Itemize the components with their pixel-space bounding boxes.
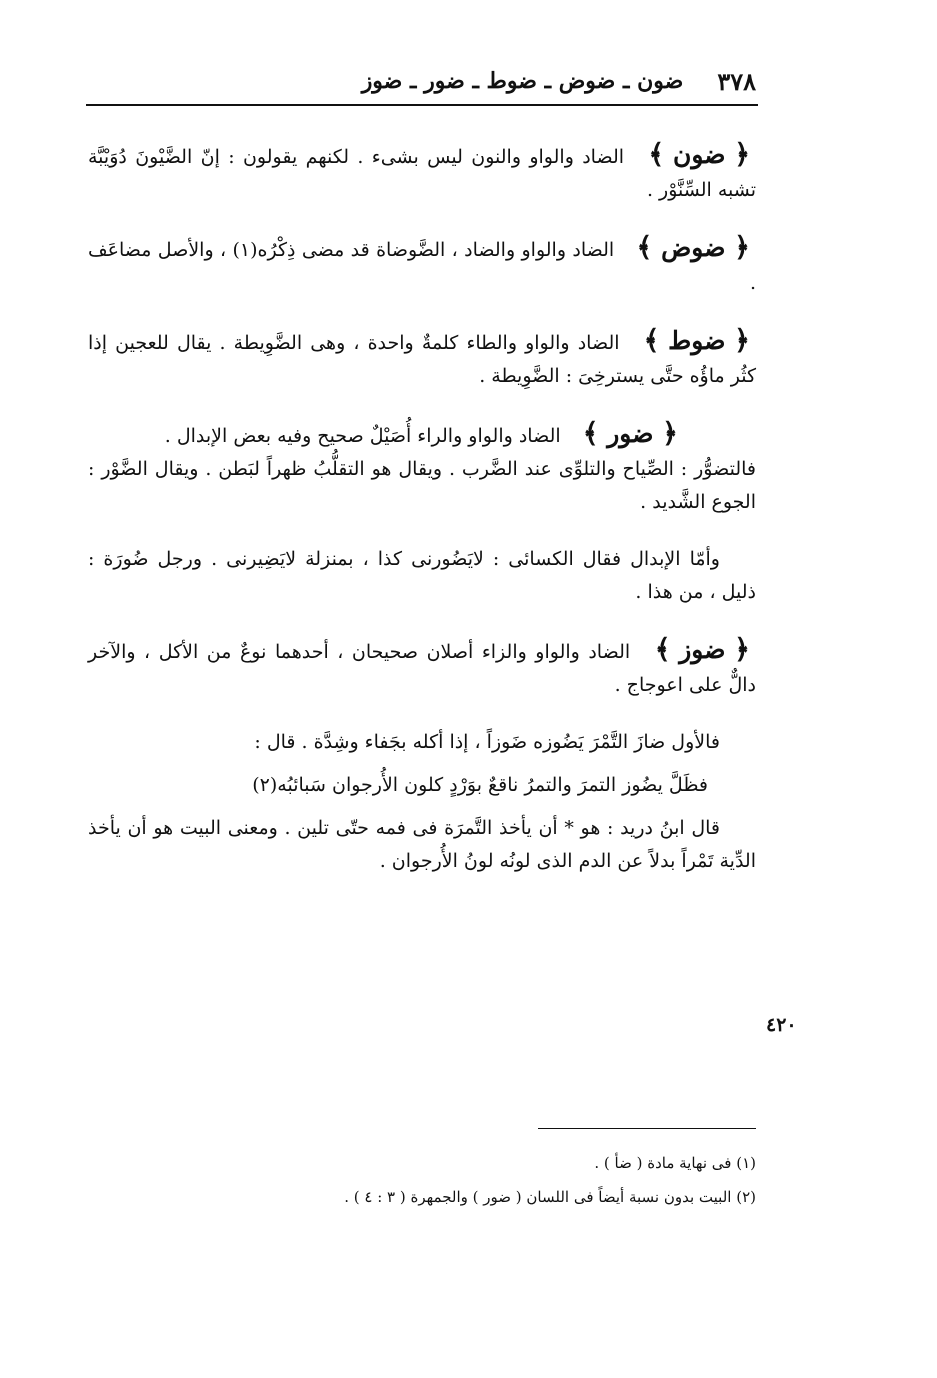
entry-dawr bbox=[88, 417, 756, 453]
entry-paragraph: فالأول ضازَ التَّمْرَ يَضُوزه ضَوزاً ، إذا أكله بجَفاء وشِدَّة . قال : bbox=[254, 731, 720, 753]
footnote: (١) فى نهاية مادة ( ضأ ) . bbox=[594, 1154, 756, 1172]
footnote-rule bbox=[538, 1128, 756, 1129]
dictionary-body bbox=[88, 138, 756, 878]
header-rule bbox=[86, 104, 758, 106]
entry-text: الضاد والواو والنون ليس بشىء . لكنهم يقولون : إنّ الضَّيْونَ دُوَيْبَّة تشبه السِّنَّوْر . bbox=[88, 146, 756, 201]
entry-text: الضاد والواو والضاد ، الضَّوضاة قد مضى ذِكْرُه(١) ، والأصل مضاعَف . bbox=[88, 239, 756, 294]
root-word-dawr: ﴿ ضور ﴾ bbox=[582, 418, 678, 449]
entry-dawz bbox=[88, 633, 756, 702]
verse-line: فظَلَّ يضُوز التمرَ والتمرُ ناقعٌ بوَرْدٍ كلون الأُرجوان سَبائبُه(٢) bbox=[252, 774, 708, 796]
entry-paragraph: وأمّا الإبدال فقال الكسائى : لايَضُورنى كذا ، بمنزلة لايَضِيرنى . ورجل ضُورَة : ذليل ، من هذا . bbox=[88, 548, 756, 603]
entry-text: الضاد والواو والراء أُصَيْلٌ صحيح وفيه بعض الإبدال . bbox=[164, 425, 561, 447]
footnote: (٢) البيت بدون نسبة أيضاً فى اللسان ( ضور ) والجمهرة ( ٣ : ٤ ) . bbox=[344, 1188, 756, 1206]
entry-dawn bbox=[88, 138, 756, 207]
entry-paragraph: فالتضوُّر : الصِّياح والتلوِّى عند الضَّرب . ويقال هو التقلُّبُ ظهراً لبَطن . ويقال الضَّوْر : الجوع الشَّديد . bbox=[88, 458, 756, 513]
entry-dawt bbox=[88, 324, 756, 393]
running-title: ضون ـ ضوض ـ ضوط ـ ضور ـ ضوز bbox=[361, 68, 684, 94]
root-word-dawd: ﴿ ضوض ﴾ bbox=[636, 232, 750, 263]
margin-number: ٤٢٠ bbox=[766, 1014, 797, 1036]
entry-text: الضاد والواو والزاء أصلان صحيحان ، أحدهما نوعٌ من الأكل ، والآخر دالٌّ على اعوجاج . bbox=[88, 641, 756, 696]
page-header bbox=[88, 62, 756, 100]
root-word-dawn: ﴿ ضون ﴾ bbox=[648, 139, 751, 170]
root-word-dawt: ﴿ ضوط ﴾ bbox=[643, 325, 750, 356]
root-word-dawz: ﴿ ضوز ﴾ bbox=[654, 634, 750, 665]
entry-paragraph: قال ابنُ دريد : هو * أن يأخذ التَّمرَة فى فمه حتّى تلين . ومعنى البيت هو أن يأخذ الدِّية تَمْراً بدلاً عن الدم الذى لونُه لونُ الأُرجوان . bbox=[88, 817, 756, 872]
entry-text: الضاد والواو والطاء كلمةٌ واحدة ، وهى الضَّوِيطة . يقال للعجين إذا كثُر ماؤُه حتَّى يسترخِىَ : الضَّوِيطة . bbox=[88, 332, 756, 387]
page-number: ٣٧٨ bbox=[717, 66, 756, 96]
footnotes bbox=[88, 1146, 756, 1214]
entry-dawd bbox=[88, 231, 756, 300]
